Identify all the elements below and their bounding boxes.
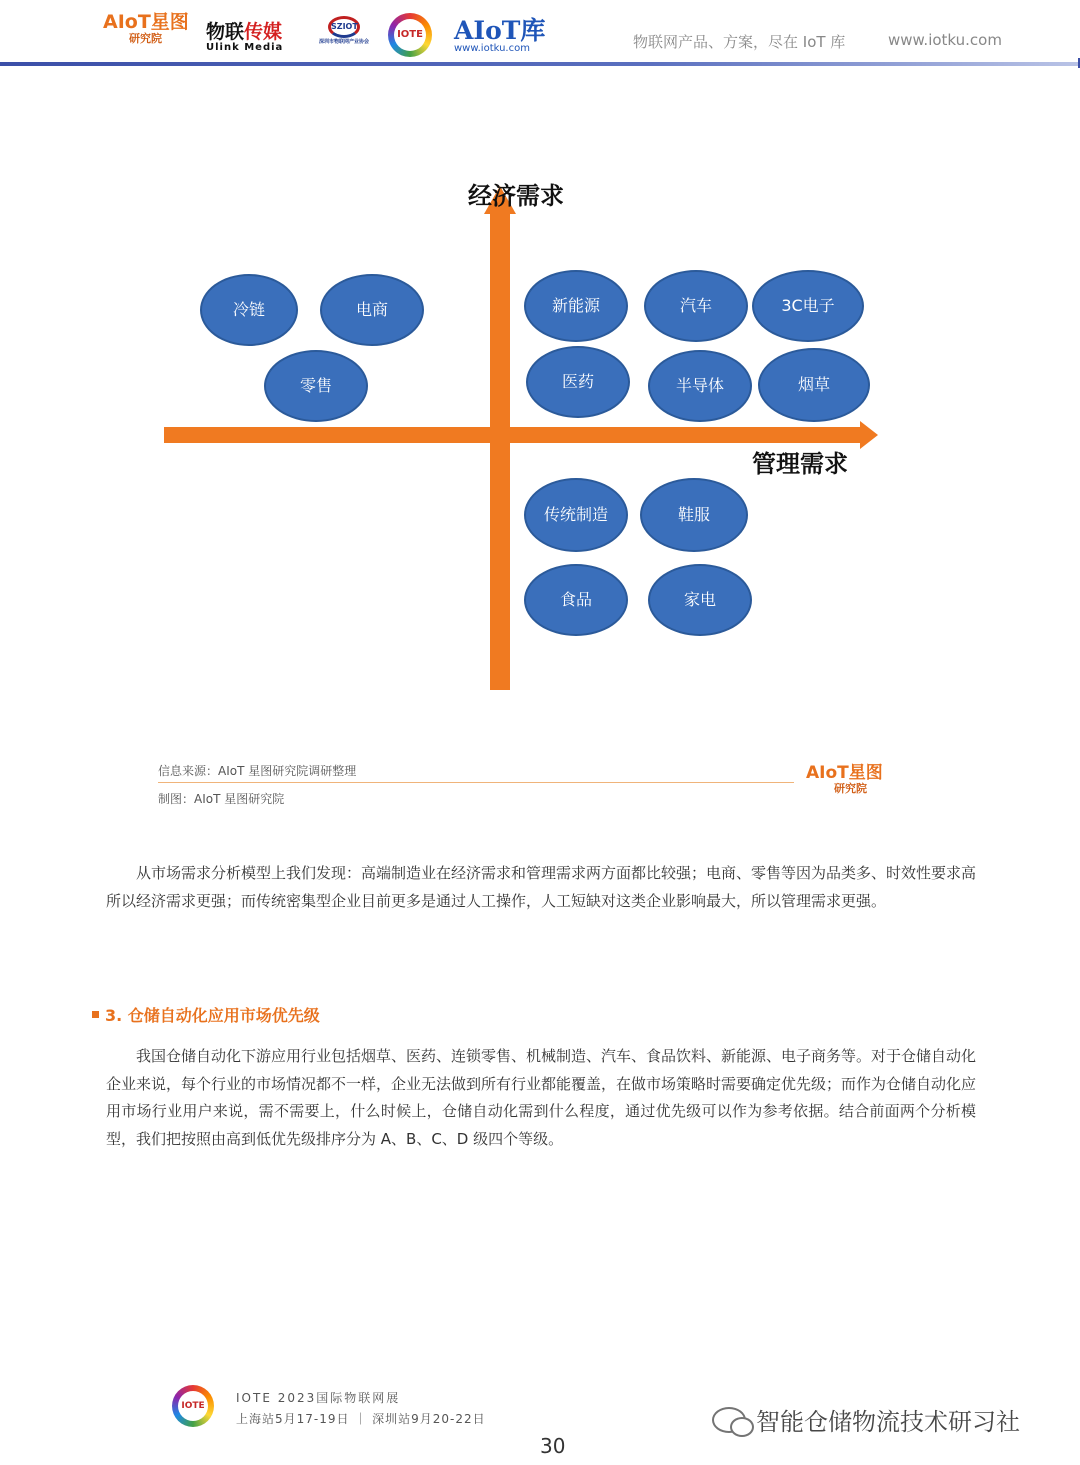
- analysis-paragraph: 从市场需求分析模型上我们发现：高端制造业在经济需求和管理需求两方面都比较强；电商、零售等因为品类多、时效性要求高所以经济需求更强；而传统密集型企业目前更多是通过人工操作，人工短缺对这类企业影响最大，所以管理需求更强。: [106, 864, 977, 910]
- footer-iote-logo: [172, 1385, 214, 1427]
- wechat-watermark: [712, 1402, 1020, 1437]
- ulink-logo-a: 物联: [206, 21, 245, 43]
- market-demand-quadrant-chart: [150, 170, 890, 710]
- source-logo-main: AIoT星图: [806, 763, 883, 783]
- y-axis-shaft: [490, 210, 510, 690]
- bubble-cold-chain: 冷链: [200, 274, 298, 346]
- source-logo-sub: 研究院: [834, 782, 867, 795]
- iotku-logo-sub: www.iotku.com: [454, 43, 530, 54]
- bubble-retail: 零售: [264, 350, 368, 422]
- ulink-logo-b: 传媒: [244, 21, 283, 43]
- iotku-logo: [454, 18, 545, 54]
- header-tagline: 物联网产品、方案，尽在 IoT 库: [633, 33, 846, 51]
- x-axis-label: 管理需求: [752, 450, 848, 478]
- header-divider: [0, 62, 1078, 66]
- chart-credit: 制图：AIoT 星图研究院: [158, 792, 285, 806]
- bubble-ecommerce: 电商: [320, 274, 424, 346]
- iote-logo: [388, 13, 432, 57]
- source-divider: [158, 782, 794, 783]
- page-number: 30: [540, 1434, 566, 1458]
- section-bullet-icon: [92, 1011, 99, 1018]
- watermark-text: 智能仓储物流技术研习社: [756, 1408, 1020, 1436]
- sziot-logo: [318, 16, 370, 46]
- aiot-logo-main: AIoT星图: [103, 11, 189, 33]
- bubble-3c-electronics: 3C电子: [752, 270, 864, 342]
- sziot-emblem: SZIOT: [328, 16, 360, 38]
- axis-arrows: [150, 170, 890, 710]
- footer-logo-text: IOTE: [178, 1391, 208, 1421]
- bubble-home-appliances: 家电: [648, 564, 752, 636]
- bubble-traditional-manufacturing: 传统制造: [524, 478, 628, 552]
- bubble-apparel-footwear: 鞋服: [640, 478, 748, 552]
- bubble-food: 食品: [524, 564, 628, 636]
- footer-expo-title: IOTE 2023国际物联网展: [236, 1391, 401, 1405]
- section-title: 3. 仓储自动化应用市场优先级: [105, 1006, 320, 1025]
- header-site-link[interactable]: www.iotku.com: [888, 31, 1002, 49]
- ulink-logo-sub: Ulink Media: [206, 42, 284, 53]
- x-axis-shaft: [164, 427, 864, 443]
- bubble-new-energy: 新能源: [524, 270, 628, 342]
- priority-paragraph: 我国仓储自动化下游应用行业包括烟草、医药、连锁零售、机械制造、汽车、食品饮料、新能源、电子商务等。对于仓储自动化企业来说，每个行业的市场情况都不一样，企业无法做到所有行业都能覆盖，在做市场策略时需要确定优先级；而作为仓储自动化应用市场行业用户来说，需不需要上，什么时候上，仓储自动化需到什么程度，通过优先级可以作为参考依据。结合前面两个分析模型，我们把按照由高到低优先级排序分为 A、B、C、D 级四个等级。: [106, 1047, 977, 1148]
- aiot-logo-sub: 研究院: [129, 32, 162, 45]
- wechat-icon: [712, 1407, 746, 1433]
- bubble-tobacco: 烟草: [758, 348, 870, 422]
- aiot-research-logo: [103, 12, 189, 46]
- page-header: [0, 0, 1080, 68]
- footer-expo-dates: 上海站5月17-19日 ｜ 深圳站9月20-22日: [236, 1412, 486, 1426]
- source-note: 信息来源：AIoT 星图研究院调研整理: [158, 764, 357, 778]
- ulink-media-logo: [206, 22, 283, 54]
- sziot-logo-sub: 深圳市物联网产业协会: [318, 39, 369, 45]
- source-aiot-logo: [806, 764, 883, 796]
- iote-logo-text: IOTE: [394, 19, 426, 51]
- section-heading: [92, 1003, 320, 1026]
- bubble-automotive: 汽车: [644, 270, 748, 342]
- x-axis-arrowhead: [860, 421, 878, 449]
- iotku-logo-main: AIoT库: [454, 16, 546, 45]
- bubble-pharma: 医药: [526, 346, 630, 418]
- y-axis-label: 经济需求: [468, 182, 564, 210]
- bubble-semiconductor: 半导体: [648, 350, 752, 422]
